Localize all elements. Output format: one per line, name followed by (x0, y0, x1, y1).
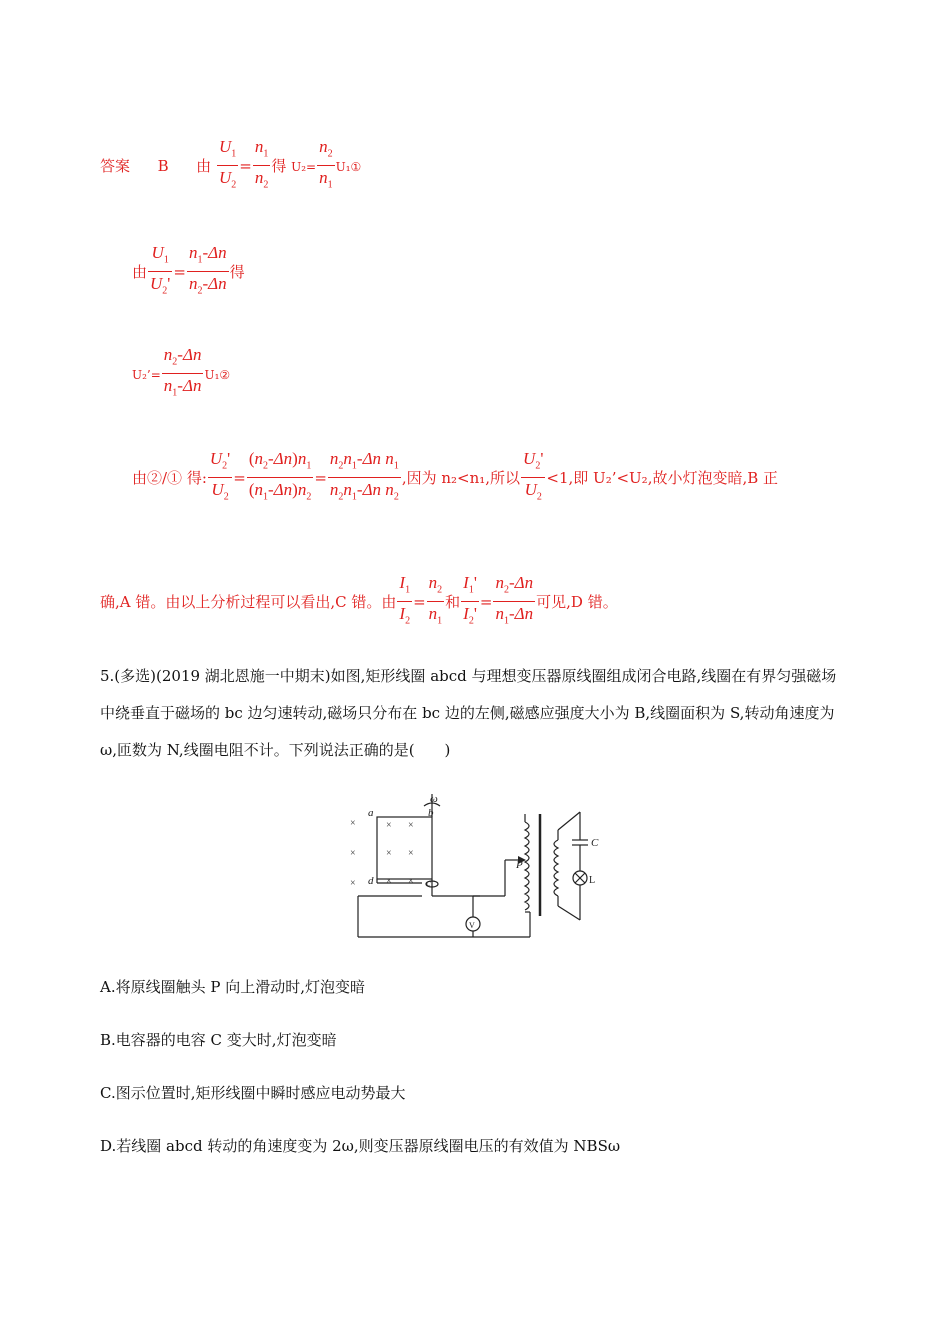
fraction-i1p-i2p: $\frac{I_1'}{I_2'}$ (463, 573, 477, 627)
label-d: d (368, 875, 374, 887)
label-a: a (368, 807, 374, 819)
primary-coil (525, 822, 529, 910)
secondary-coil (554, 840, 558, 896)
text-u2p-eq: U₂’= (132, 367, 161, 382)
label-v: V (469, 921, 475, 930)
svg-text:×: × (408, 820, 414, 831)
fraction-n1-n2: $\frac{n_1}{n_2}$ (254, 137, 269, 191)
answer-line-4: 由②/① 得: $\frac{U_2'}{U_2}$ = $\frac{(n_2-\Delta n)n_1}{(n_1-\Delta n)n_2}$ = $\frac{n_2n_1-\Delta n n_1}{n_2n_1-\Delta n n_2}$ ,因为 n₂<n₁,所以 $\frac{U_2'}{U_2}$ <1,即 U₂’<U₂,故小灯泡变暗,B 正 (132, 448, 778, 510)
fraction-n2dn-n1dn: $\frac{n_2-\Delta n}{n_1-\Delta n}$ (163, 345, 202, 399)
label-b: b (428, 807, 434, 819)
svg-text:×: × (386, 820, 392, 831)
fraction-u1-u2: $\frac{U_1}{U_2}$ (218, 137, 237, 191)
text-mid: ,因为 n₂<n₁,所以 (401, 468, 521, 487)
fraction-simplified: $\frac{n_2n_1-\Delta n n_1}{n_2n_1-\Delta n n_2}$ (329, 449, 399, 503)
text-de: 得 (271, 156, 287, 175)
svg-text:×: × (350, 818, 356, 829)
text-and: 和 (445, 592, 461, 611)
text-u1-circ2: U₁② (204, 367, 231, 382)
fraction-n2-n1-b: $\frac{n_2}{n_1}$ (428, 573, 443, 627)
fraction-u2p-u2: $\frac{U_2'}{U_2}$ (209, 449, 231, 503)
circuit-figure (340, 792, 610, 947)
answer-line-1: 答案 B 由 $\frac{U_1}{U_2}$ = $\frac{n_1}{n_2}$ 得 U₂= $\frac{n_2}{n_1}$ U₁① (100, 136, 361, 198)
fraction-i1-i2: $\frac{I_1}{I_2}$ (399, 573, 411, 627)
option-a[interactable]: A.将原线圈触头 P 向上滑动时,灯泡变暗 (100, 978, 365, 996)
svg-text:×: × (350, 848, 356, 859)
answer-line-3 (132, 344, 230, 406)
svg-text:×: × (408, 848, 414, 859)
fraction-u1-u2p: $\frac{U_1}{U_2'}$ (150, 243, 171, 297)
question-text: 5.(多选)(2019 湖北恩施一中期末)如图,矩形线圈 abcd 与理想变压器原线圈组成闭合电路,线圈在有界匀强磁场中绕垂直于磁场的 bc 边匀速转动,磁场只分布在 bc 边的左侧,磁感应强度大小为 B,线圈面积为 S,转动角速度为 ω,匝数为 N,线圈电阻不计。下列说法正确的是( ) (100, 667, 837, 759)
option-c[interactable]: C.图示位置时,矩形线圈中瞬时感应电动势最大 (100, 1084, 406, 1102)
option-b[interactable]: B.电容器的电容 C 变大时,灯泡变暗 (100, 1031, 337, 1049)
fraction-expanded: $\frac{(n_2-\Delta n)n_1}{(n_1-\Delta n)n_2}$ (248, 449, 312, 503)
option-d[interactable]: D.若线圈 abcd 转动的角速度变为 2ω,则变压器原线圈电压的有效值为 NBSω (100, 1137, 621, 1155)
text-prefix: 确,A 错。由以上分析过程可以看出,C 错。由 (100, 592, 397, 611)
text-suffix: 可见,D 错。 (536, 592, 618, 611)
svg-text:×: × (386, 876, 392, 887)
svg-text:×: × (408, 876, 414, 887)
text-you: 由 (196, 156, 212, 175)
fraction-n2dn-n1dn-b: $\frac{n_2-\Delta n}{n_1-\Delta n}$ (495, 573, 534, 627)
label-omega: ω (430, 793, 438, 805)
fraction-n1dn-n2dn: $\frac{n_1-\Delta n}{n_2-\Delta n}$ (188, 243, 227, 297)
label-p: P (516, 859, 523, 871)
answer-choice: B (157, 156, 169, 175)
text-you: 由 (132, 262, 148, 281)
svg-text:×: × (386, 848, 392, 859)
answer-label: 答案 (100, 156, 131, 175)
label-l: L (589, 875, 596, 886)
answer-line-5: 确,A 错。由以上分析过程可以看出,C 错。由 $\frac{I_1}{I_2}$ = $\frac{n_2}{n_1}$ 和 $\frac{I_1'}{I_2'}$ = $\frac{n_2-\Delta n}{n_1-\Delta n}$ 可见,D 错。 (100, 572, 618, 634)
svg-text:×: × (350, 878, 356, 889)
label-c: c (426, 877, 431, 889)
fraction-u2p-u2-b: $\frac{U_2'}{U_2}$ (523, 449, 544, 503)
text-u2-eq: U₂= (291, 159, 317, 174)
text-prefix: 由②/① 得: (132, 468, 207, 487)
text-de: 得 (229, 262, 245, 281)
magnetic-field-marks (350, 818, 414, 889)
fraction-n2-n1: $\frac{n_2}{n_1}$ (319, 137, 333, 191)
text-suffix: <1,即 U₂’<U₂,故小灯泡变暗,B 正 (546, 468, 779, 487)
label-c-capacitor: C (591, 837, 599, 849)
answer-line-2: 由 $\frac{U_1}{U_2'}$ = $\frac{n_1-\Delta n}{n_2-\Delta n}$ 得 (132, 242, 245, 304)
text-u1-circ1: U₁① (335, 159, 362, 174)
